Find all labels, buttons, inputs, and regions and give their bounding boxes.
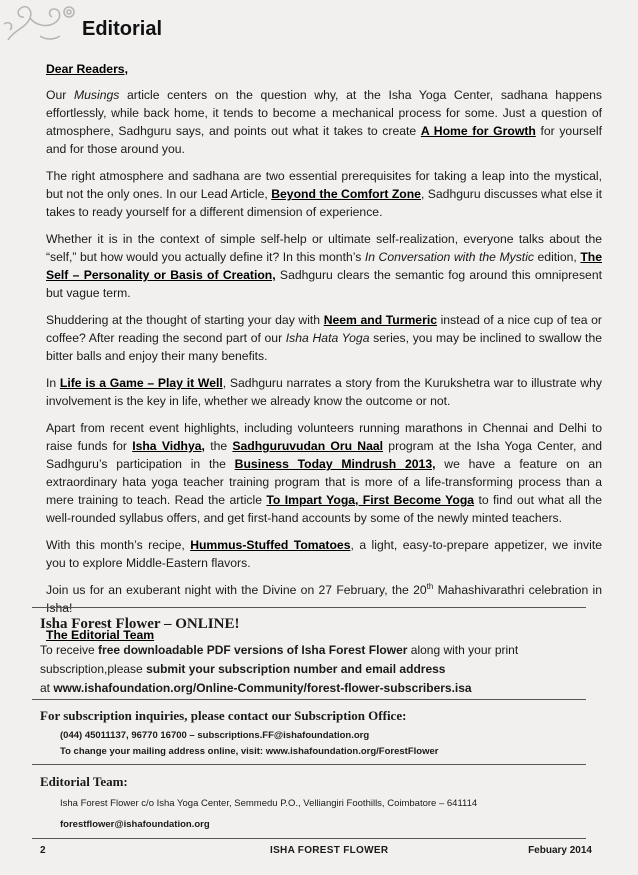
salutation-text: Dear Readers, (46, 62, 128, 76)
text-run: The right atmosphere and sadhana are two essential prerequisites for taking a leap into the mystical, but not the only ones. In our Lead Article, (46, 169, 602, 201)
text-run: Shuddering at the thought of starting your day with (46, 313, 324, 327)
text-run: instead of a nice cup of tea or coffee? After reading the second part of our (46, 313, 602, 345)
text-run: Join us for an exuberant night with the Divine on 27 February, the 20 (46, 583, 427, 597)
online-line-3 (40, 679, 600, 698)
text-run: , a light, easy-to-prepare appetizer, we invite you to explore Middle-Eastern flavors. (46, 538, 603, 570)
text-run: To receive (40, 643, 99, 657)
text-run: article centers on the question why, at the Isha Yoga Center, sadhana happens effortlessly, while back home, it tends to become a mechanical process for some. Just a question of atmosphere, Sadhguru says, and points out what it takes to create (46, 88, 603, 138)
editorial-team-email[interactable]: forestflower@ishafoundation.org (60, 819, 210, 830)
paragraph-life-game (46, 374, 602, 410)
subscription-section-title: For subscription inquiries, please contact our Subscription Office: (40, 708, 407, 723)
text-run: , Sadhguru discusses what else it takes to ready yourself for a different dimension of experience. (46, 187, 602, 219)
paragraph-musings (46, 86, 602, 158)
article-link-neem-turmeric[interactable]: Neem and Turmeric (323, 313, 437, 327)
bold-text: free downloadable PDF versions of Isha Forest Flower (98, 643, 408, 657)
text-run: , Sadhguru narrates a story from the Kurukshetra war to illustrate why involvement is the key in life, whether we already know the outcome or not. (46, 376, 602, 408)
paragraph-mahashivarathri (46, 581, 602, 617)
online-section-text (40, 641, 600, 698)
text-run: at (40, 681, 54, 695)
ornament-flourish-icon (0, 0, 84, 48)
bold-text: submit your subscription number and email address (146, 662, 446, 676)
subscription-contact[interactable]: (044) 45011137, 96770 16700 – subscriptions.FF@ishafoundation.org (60, 730, 370, 741)
article-link-oru-naal[interactable]: Sadhguruvudan Oru Naal (232, 439, 384, 453)
italic-text: Isha Hata Yoga (285, 331, 370, 345)
text-run: Sadhguru clears the semantic fog around this omnipresent but vague term. (46, 268, 602, 300)
text-run: In (46, 376, 60, 390)
editorial-body (46, 60, 602, 653)
italic-text: In Conversation with the Mystic (364, 250, 534, 264)
page-footer (40, 845, 592, 859)
text-run: we have a feature on an extraordinary hata yoga teacher training program that is more of a life-transforming process than a mere training to teach. Read the article (46, 457, 602, 507)
page-number: 2 (40, 845, 46, 856)
text-run: Mahashivarathri celebration in Isha! (46, 583, 602, 615)
text-run: edition, (534, 250, 581, 264)
salutation (46, 60, 602, 78)
text-run: series, you may be inclined to swallow the bitter balls and enjoy their many benefits. (46, 331, 603, 363)
online-line-2 (40, 660, 600, 679)
text-run: Apart from recent event highlights, including volunteers running marathons in Chennai and Delhi to raise funds for (46, 421, 602, 453)
paragraph-self (46, 230, 602, 302)
paragraph-recipe (46, 536, 602, 572)
editorial-team-address: Isha Forest Flower c/o Isha Yoga Center, Semmedu P.O., Velliangiri Foothills, Coimbatore – 641114 (60, 798, 478, 809)
editorial-team-title: Editorial Team: (40, 774, 128, 789)
article-link-the-self[interactable]: The Self – Personality or Basis of Creation, (46, 250, 602, 282)
article-link-home-for-growth[interactable]: A Home for Growth (420, 124, 536, 138)
signature-text: The Editorial Team (46, 628, 155, 642)
divider (32, 699, 586, 700)
article-link-life-is-a-game[interactable]: Life is a Game – Play it Well (59, 376, 223, 390)
text-run: for yourself and for those around you. (46, 124, 603, 156)
article-link-hummus-tomatoes[interactable]: Hummus-Stuffed Tomatoes (190, 538, 351, 552)
online-line-1 (40, 641, 600, 660)
paragraph-events (46, 419, 602, 527)
divider (32, 764, 586, 765)
online-section-title: Isha Forest Flower – ONLINE! (40, 616, 240, 632)
article-link-impart-yoga[interactable]: To Impart Yoga, First Become Yoga (266, 493, 475, 507)
subscription-address-change[interactable]: To change your mailing address online, visit: www.ishafoundation.org/ForestFlower (60, 746, 439, 757)
divider (32, 838, 586, 839)
text-run: subscription,please (40, 662, 147, 676)
text-run: to find out what all the well-rounded syllabus offers, and get first-hand accounts by some of the newly minted teachers. (46, 493, 603, 525)
issue-date: Febuary 2014 (528, 845, 592, 856)
text-run: Whether it is in the context of simple self-help or ultimate self-realization, everyone talks about the “self,” but how would you actually define it? In this month’s (46, 232, 602, 264)
divider (32, 607, 586, 608)
italic-text: Musings (73, 88, 120, 102)
page-title: Editorial (82, 18, 163, 40)
article-link-comfort-zone[interactable]: Beyond the Comfort Zone (271, 187, 421, 201)
text-run: Our (46, 88, 74, 102)
text-run: With this month’s recipe, (46, 538, 191, 552)
text-run: the (204, 439, 233, 453)
magazine-name: ISHA FOREST FLOWER (270, 845, 389, 856)
article-link-isha-vidhya[interactable]: Isha Vidhya, (132, 439, 205, 453)
text-run: program at the Isha Yoga Center, and Sadhguru’s participation in the (46, 439, 603, 471)
paragraph-neem (46, 311, 602, 365)
subscribers-url-link[interactable]: www.ishafoundation.org/Online-Community/forest-flower-subscribers.isa (53, 681, 472, 695)
paragraph-lead-article (46, 167, 602, 221)
superscript: th (426, 581, 434, 591)
article-link-mindrush[interactable]: Business Today Mindrush 2013, (234, 457, 436, 471)
text-run: along with your print (407, 643, 519, 657)
